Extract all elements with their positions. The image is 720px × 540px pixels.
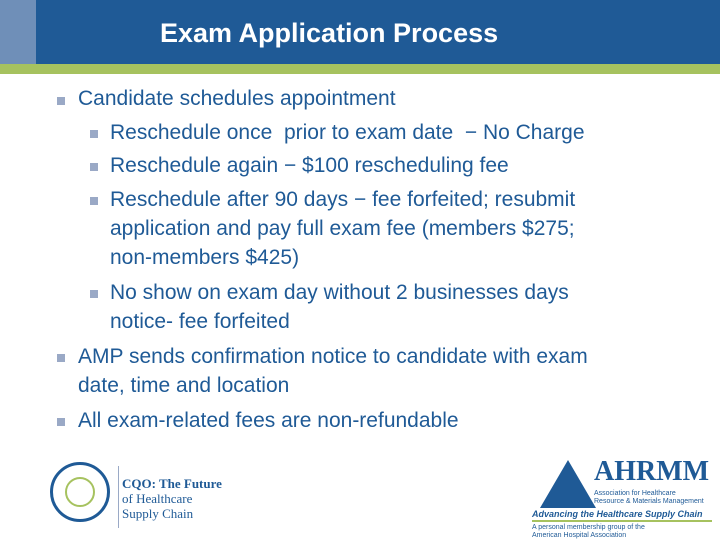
seal-inner-ring <box>65 477 95 507</box>
bullet-text: Reschedule after 90 days − fee forfeited; resubmit <box>110 188 576 211</box>
cqo-logo-text <box>122 476 222 521</box>
bullet-text: AMP sends confirmation notice to candidate with exam <box>78 345 588 368</box>
bullet-marker <box>90 130 98 138</box>
cqo-logo <box>50 458 230 534</box>
bullet-text: Reschedule once prior to exam date − No Charge <box>110 121 585 144</box>
cqo-seal-icon <box>50 462 110 522</box>
ahrmm-aha-text <box>532 524 645 540</box>
ahrmm-subtitle <box>594 490 704 506</box>
bullet-text: Reschedule again − $100 rescheduling fee <box>110 154 509 177</box>
bullet-marker <box>57 418 65 426</box>
header-accent-strip <box>0 0 36 64</box>
aha-line: American Hospital Association <box>532 532 627 539</box>
ahrmm-mountain-icon <box>540 460 596 508</box>
bullet-text: All exam-related fees are non-refundable <box>78 409 459 432</box>
bullet-marker <box>90 197 98 205</box>
bullet-text: non-members $425) <box>110 246 300 269</box>
bullet-item <box>110 185 575 272</box>
bullet-text: notice- fee forfeited <box>110 310 290 333</box>
ahrmm-tagline: Advancing the Healthcare Supply Chain <box>532 509 703 519</box>
bullet-item <box>78 406 459 435</box>
ahrmm-name: AHRMM <box>594 456 710 487</box>
slide-header <box>0 0 720 64</box>
bullet-marker <box>57 354 65 362</box>
bullet-marker <box>90 290 98 298</box>
bullet-text: No show on exam day without 2 businesses days <box>110 281 569 304</box>
bullet-text: Candidate schedules appointment <box>78 87 396 110</box>
slide-title: Exam Application Process <box>160 18 499 48</box>
aha-line: A personal membership group of the <box>532 524 645 531</box>
ahrmm-logo <box>532 456 712 540</box>
ahrmm-sub-line: Association for Healthcare <box>594 490 676 497</box>
logo-divider <box>118 466 119 528</box>
bullet-item <box>78 84 396 113</box>
ahrmm-rule <box>532 520 712 522</box>
bullet-item <box>110 118 585 147</box>
cqo-line: of Healthcare <box>122 491 193 506</box>
bullet-item <box>78 342 588 400</box>
bullet-item <box>110 278 569 336</box>
bullet-marker <box>57 97 65 105</box>
ahrmm-sub-line: Resource & Materials Management <box>594 498 704 505</box>
header-divider <box>0 64 720 74</box>
bullet-marker <box>90 163 98 171</box>
bullet-text: date, time and location <box>78 374 290 397</box>
bullet-text: application and pay full exam fee (members $275; <box>110 217 575 240</box>
cqo-line: CQO: The Future <box>122 476 222 491</box>
bullet-item <box>110 151 509 180</box>
cqo-line: Supply Chain <box>122 506 194 521</box>
